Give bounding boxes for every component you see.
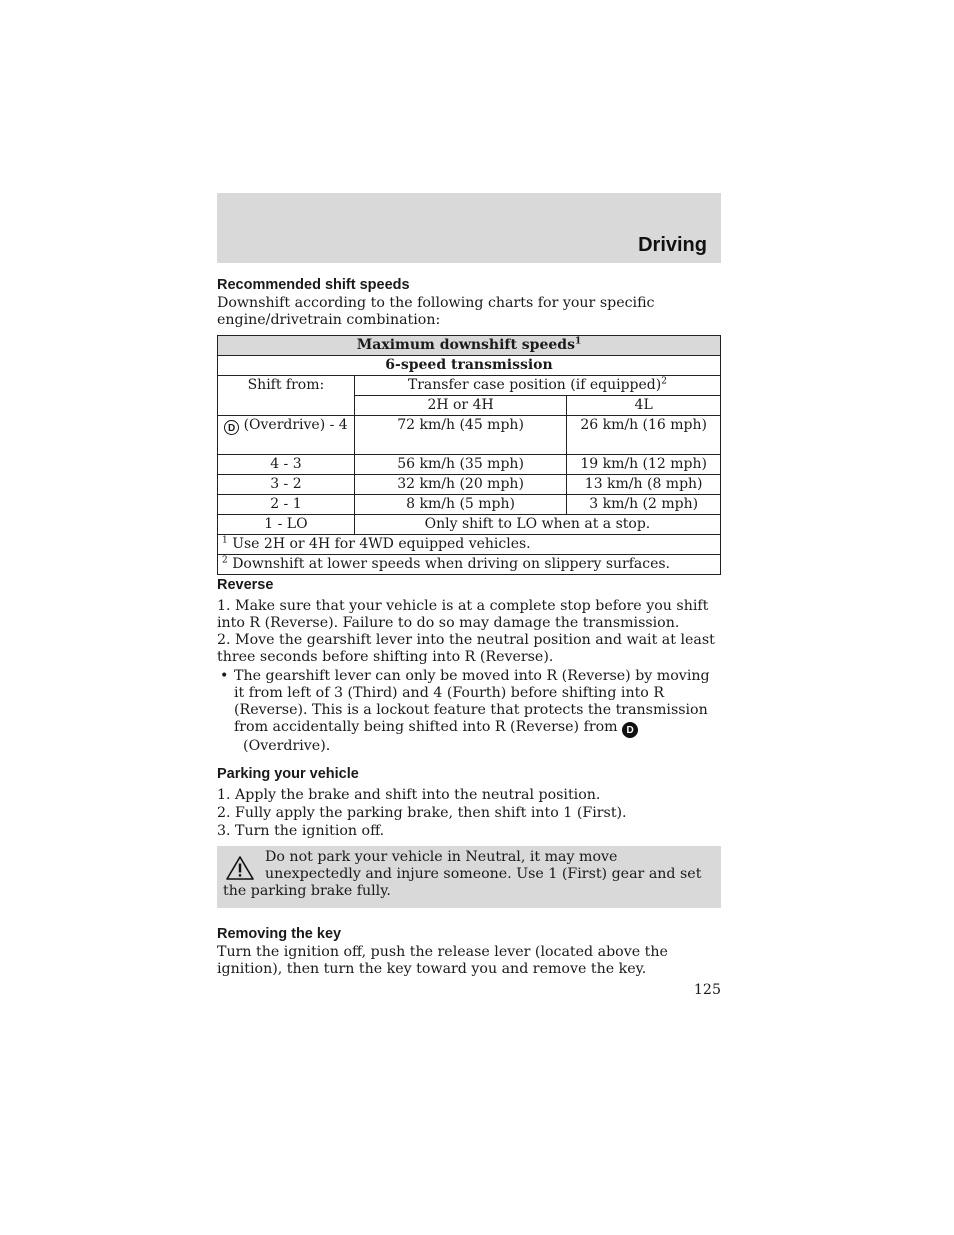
col-header-4l: 4L bbox=[567, 396, 721, 416]
shift-from-cell: 4 - 3 bbox=[218, 455, 355, 475]
col-header-transfer-cell bbox=[354, 376, 720, 396]
reverse-bullet-tail: (Overdrive). bbox=[243, 738, 331, 754]
list-item bbox=[217, 668, 721, 755]
shift-speeds-intro: Downshift according to the following charts for your specific engine/drivetrain combination: bbox=[217, 295, 655, 328]
table-row bbox=[218, 475, 721, 495]
footnote-2 bbox=[218, 555, 721, 575]
footnote-mark-1: 1 bbox=[222, 535, 228, 546]
table-subtitle-row bbox=[218, 356, 721, 376]
reverse-step-2: 2. Move the gearshift lever into the neutral position and wait at least three seconds before shifting into R (Reverse). bbox=[217, 632, 715, 665]
table-title-cell bbox=[218, 336, 721, 356]
footnote-row bbox=[218, 535, 721, 555]
footnote-ref-2: 2 bbox=[661, 376, 667, 387]
col-header-shift-from: Shift from: bbox=[218, 376, 355, 416]
list-item: 3. Turn the ignition off. bbox=[217, 823, 385, 839]
overdrive-d-icon: D bbox=[224, 420, 239, 435]
overdrive-4l-speed: 26 km/h (16 mph) bbox=[567, 416, 721, 455]
table-row bbox=[218, 455, 721, 475]
table-title-row bbox=[218, 336, 721, 356]
footnote-mark-2: 2 bbox=[222, 555, 228, 566]
footnote-1 bbox=[218, 535, 721, 555]
removing-key-heading: Removing the key bbox=[217, 926, 342, 942]
shift-speeds-heading: Recommended shift speeds bbox=[217, 277, 410, 293]
section-header-band bbox=[217, 193, 721, 263]
speed-4l-cell: 13 km/h (8 mph) bbox=[567, 475, 721, 495]
page-number: 125 bbox=[693, 982, 721, 998]
warning-box bbox=[217, 846, 721, 908]
reverse-step-1: 1. Make sure that your vehicle is at a complete stop before you shift into R (Reverse). Failure to do so may damage the transmission. bbox=[217, 598, 709, 631]
downshift-speeds-table bbox=[217, 335, 721, 575]
reverse-bullet-list bbox=[217, 668, 721, 755]
table-header-row bbox=[218, 376, 721, 396]
shift-from-cell: 1 - LO bbox=[218, 515, 355, 535]
table-row bbox=[218, 416, 721, 455]
reverse-bullet-text: The gearshift lever can only be moved into R (Reverse) by moving it from left of 3 (Third) and 4 (Fourth) before shifting into R (Reverse). This is a lockout feature that protects the transmission from accidentally being shifted into R (Reverse) from bbox=[234, 668, 710, 735]
table-row bbox=[218, 495, 721, 515]
table-subtitle: 6-speed transmission bbox=[218, 356, 721, 376]
reverse-heading: Reverse bbox=[217, 577, 274, 593]
warning-icon bbox=[225, 855, 255, 881]
speed-2h-4h-cell: 8 km/h (5 mph) bbox=[354, 495, 566, 515]
speed-2h-4h-cell: 56 km/h (35 mph) bbox=[354, 455, 566, 475]
footnote-ref-1: 1 bbox=[574, 336, 582, 347]
list-item: 1. Apply the brake and shift into the neutral position. bbox=[217, 787, 601, 803]
bullet-mark: • bbox=[220, 668, 229, 684]
section-title: Driving bbox=[638, 234, 707, 256]
table-row bbox=[218, 515, 721, 535]
overdrive-shift-from bbox=[218, 416, 355, 455]
footnote-1-text: Use 2H or 4H for 4WD equipped vehicles. bbox=[232, 536, 531, 552]
lo-note-cell: Only shift to LO when at a stop. bbox=[354, 515, 720, 535]
list-item: 2. Fully apply the parking brake, then shift into 1 (First). bbox=[217, 805, 627, 821]
speed-4l-cell: 3 km/h (2 mph) bbox=[567, 495, 721, 515]
overdrive-d-icon: D bbox=[622, 722, 638, 738]
parking-steps bbox=[217, 787, 721, 840]
shift-from-cell: 3 - 2 bbox=[218, 475, 355, 495]
col-header-2h-4h: 2H or 4H bbox=[354, 396, 566, 416]
page-content bbox=[217, 276, 721, 978]
parking-heading: Parking your vehicle bbox=[217, 766, 359, 782]
speed-2h-4h-cell: 32 km/h (20 mph) bbox=[354, 475, 566, 495]
footnote-row bbox=[218, 555, 721, 575]
overdrive-2h-4h-speed: 72 km/h (45 mph) bbox=[354, 416, 566, 455]
speed-4l-cell: 19 km/h (12 mph) bbox=[567, 455, 721, 475]
removing-key-text: Turn the ignition off, push the release lever (located above the ignition), then turn the key toward you and remove the key. bbox=[217, 944, 668, 977]
col-header-transfer: Transfer case position (if equipped) bbox=[407, 377, 662, 393]
footnote-2-text: Downshift at lower speeds when driving on slippery surfaces. bbox=[232, 556, 671, 572]
overdrive-label: (Overdrive) - 4 bbox=[243, 417, 348, 433]
table-title: Maximum downshift speeds bbox=[356, 337, 575, 353]
warning-text: Do not park your vehicle in Neutral, it may move unexpectedly and injure someone. Use 1 (First) gear and set the parking brake fully. bbox=[223, 849, 702, 899]
shift-from-cell: 2 - 1 bbox=[218, 495, 355, 515]
